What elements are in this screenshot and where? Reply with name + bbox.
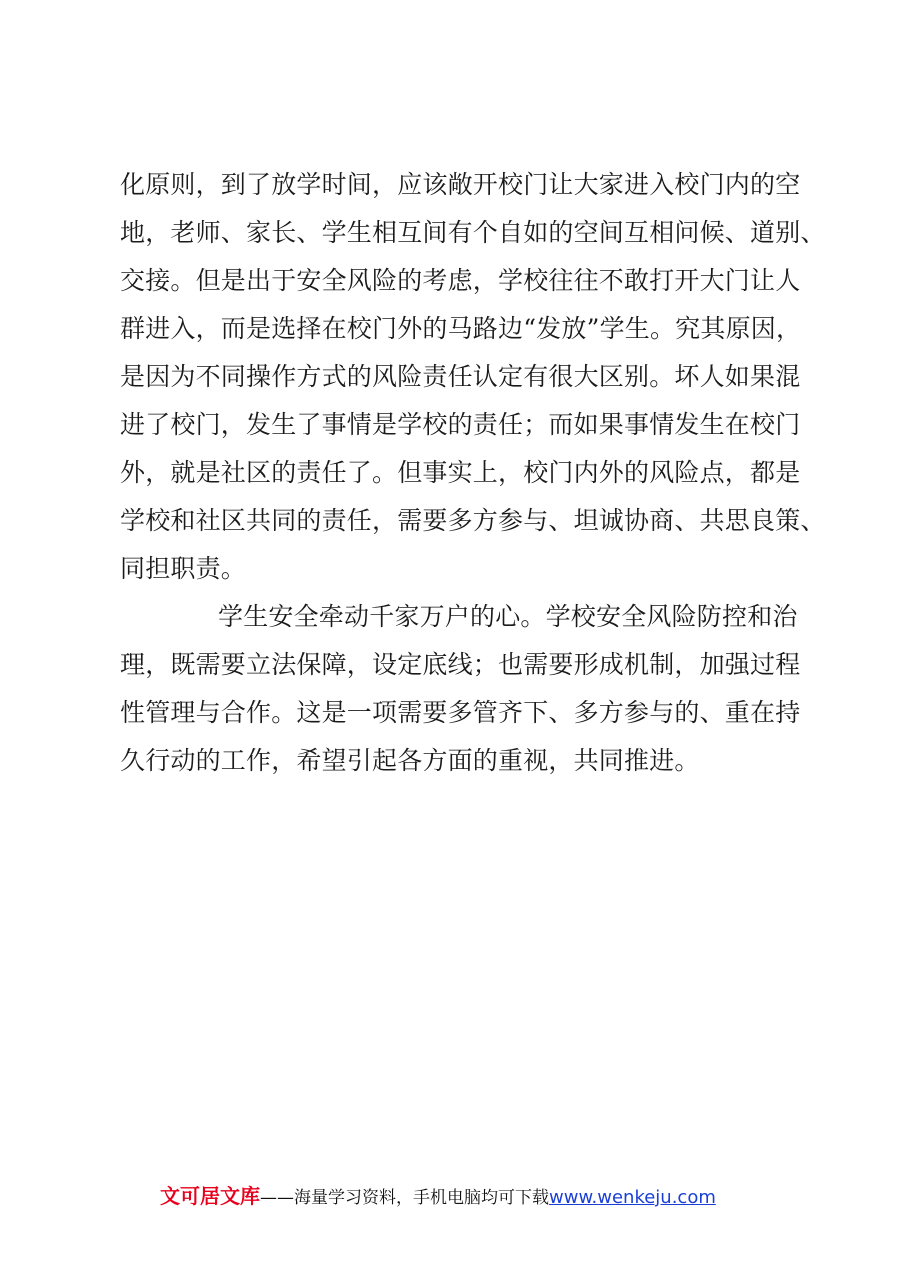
- text-line: 是因为不同操作方式的风险责任认定有很大区别。坏人如果混: [120, 362, 801, 391]
- text-line: 学生安全牵动千家万户的心。学校安全风险防控和治: [218, 602, 798, 631]
- paragraph-2: [120, 593, 800, 785]
- text-line: 地，老师、家长、学生相互间有个自如的空间互相问候、道别、: [120, 218, 826, 247]
- footer-tagline: ——海量学习资料，手机电脑均可下载: [260, 1188, 549, 1208]
- text-line: 久行动的工作，希望引起各方面的重视，共同推进。: [120, 746, 700, 775]
- text-line: 交接。但是出于安全风险的考虑，学校往往不敢打开大门让人: [120, 266, 801, 295]
- document-body: [120, 161, 826, 785]
- text-line: 性管理与合作。这是一项需要多管齐下、多方参与的、重在持: [120, 698, 801, 727]
- text-line: 外，就是社区的责任了。但事实上，校门内外的风险点，都是: [120, 458, 801, 487]
- paragraph-1: [120, 161, 826, 593]
- text-line: 同担职责。: [120, 554, 247, 583]
- text-line: 进了校门，发生了事情是学校的责任；而如果事情发生在校门: [120, 410, 801, 439]
- text-line: 化原则，到了放学时间，应该敞开校门让大家进入校门内的空: [120, 170, 801, 199]
- text-line: 理，既需要立法保障，设定底线；也需要形成机制，加强过程: [120, 650, 801, 679]
- text-line: 群进入，而是选择在校门外的马路边“发放”学生。究其原因，: [120, 314, 802, 343]
- brand-name: 文可居文库: [160, 1184, 260, 1208]
- footer-banner: [160, 1180, 716, 1212]
- website-link[interactable]: www.wenkeju.com: [549, 1187, 716, 1208]
- text-line: 学校和社区共同的责任，需要多方参与、坦诚协商、共思良策、: [120, 506, 826, 535]
